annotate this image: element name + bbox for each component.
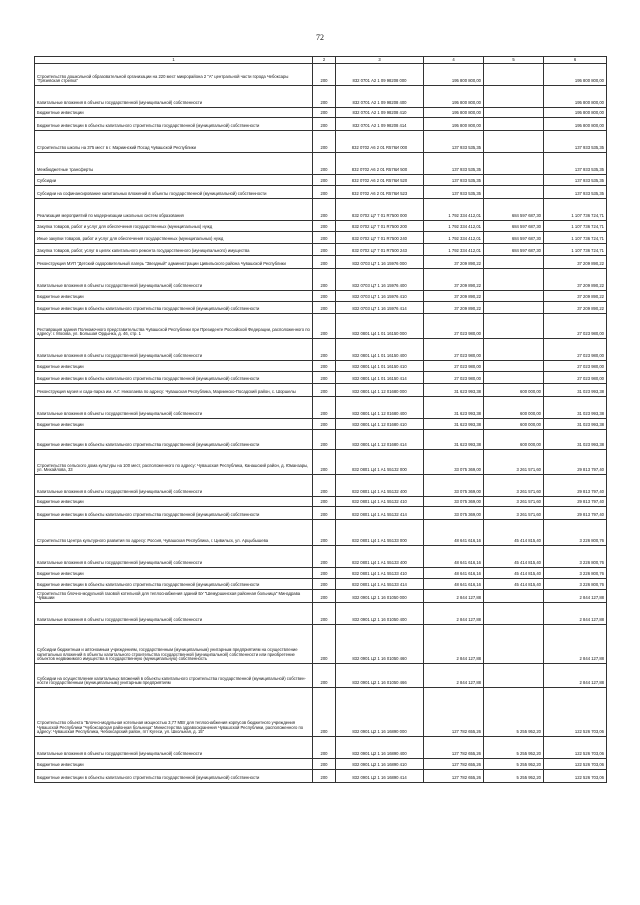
amount-col6: 3 226 800,76 (544, 568, 607, 579)
ministry-code: 200 (313, 302, 336, 314)
ministry-code: 200 (313, 603, 336, 625)
row-name: Капитальные вложения в объекты государственной (муниципальной) собственности (35, 397, 313, 419)
amount-col5: 45 414 815,40 (484, 520, 544, 546)
row-name: Капитальные вложения в объекты государственной (муниципальной) собственности (35, 546, 313, 568)
ministry-code: 200 (313, 131, 336, 153)
budget-classification-code: 832 0701 А2 1 09 98208 414 (336, 118, 424, 131)
amount-col6: 2 844 127,88 (544, 664, 607, 688)
budget-classification-code: 832 0901 Ц2 1 16 01050 460 (336, 625, 424, 664)
ministry-code: 200 (313, 314, 336, 339)
amount-col4: 195 800 800,00 (424, 64, 484, 86)
amount-col6: 2 844 127,88 (544, 625, 607, 664)
budget-classification-code: 832 0801 Ц4 1 А1 55132 410 (336, 497, 424, 507)
amount-col6: 31 023 993,38 (544, 430, 607, 450)
ministry-code: 200 (313, 579, 336, 590)
row-name: Реконструкция музея и сада-парка им. А.Г. Николаева по адресу: Чувашская Республика, Мариинско-Посадский район, с. Шоршелы (35, 384, 313, 397)
table-row (35, 361, 607, 372)
row-name: Субсидии бюджетным и автономным учреждениям, государственным (муниципальным) унитарным предприятиям на осуществление капитальных вложений в объекты капитального строительства государственной (муниципальной) собственности или приобретение объектов недвижимого имущества в государственную (муниципальную) собственность (35, 625, 313, 664)
amount-col5 (484, 153, 544, 175)
amount-col5 (484, 664, 544, 688)
amount-col4: 195 800 800,00 (424, 108, 484, 118)
amount-col4: 137 933 535,35 (424, 153, 484, 175)
amount-col5: 45 414 815,40 (484, 546, 544, 568)
budget-classification-code: 832 0703 Ц7 1 16 15976 000 (336, 256, 424, 269)
amount-col6: 122 526 703,06 (544, 759, 607, 770)
table-row (35, 256, 607, 269)
amount-col5 (484, 175, 544, 186)
row-name: Капитальные вложения в объекты государственной (муниципальной) собственности (35, 737, 313, 759)
amount-col5: 45 414 815,40 (484, 579, 544, 590)
amount-col6: 1 107 736 724,71 (544, 199, 607, 221)
amount-col5 (484, 302, 544, 314)
amount-col5 (484, 603, 544, 625)
amount-col4: 48 641 616,16 (424, 579, 484, 590)
budget-classification-code: 832 0901 Ц2 1 16 16890 400 (336, 737, 424, 759)
row-name: Капитальные вложения в объекты государственной (муниципальной) собственности (35, 475, 313, 497)
table-row (35, 291, 607, 302)
ministry-code: 200 (313, 372, 336, 384)
budget-classification-code: 832 0702 А6 2 01 R576И 500 (336, 153, 424, 175)
budget-classification-code: 832 0801 Ц4 1 12 01680 400 (336, 397, 424, 419)
row-name: Бюджетные инвестиции (35, 759, 313, 770)
amount-col5: 600 000,00 (484, 430, 544, 450)
ministry-code: 200 (313, 153, 336, 175)
header-cell: 6 (544, 57, 607, 64)
amount-col5: 684 597 687,30 (484, 199, 544, 221)
row-name: Бюджетные инвестиции в объекты капитального строительства государственной (муниципальной) собственности (35, 430, 313, 450)
row-name: Бюджетные инвестиции (35, 291, 313, 302)
table-row (35, 131, 607, 153)
header-cell: 2 (313, 57, 336, 64)
row-name: Строительство дошкольной образовательной организации на 220 мест микрорайона 2 "А" центральной части города Чебоксары "Грязевская стрелка" (35, 64, 313, 86)
amount-col4: 2 844 127,88 (424, 590, 484, 603)
table-row (35, 546, 607, 568)
budget-classification-code: 832 0703 Ц7 1 16 15976 414 (336, 302, 424, 314)
ministry-code: 200 (313, 86, 336, 108)
ministry-code: 200 (313, 64, 336, 86)
table-row (35, 232, 607, 244)
amount-col4: 31 623 993,38 (424, 430, 484, 450)
row-name: Строительство объекта "Блочно-модульная котельная мощностью 3,77 МВт для теплоснабжения корпусов бюджетного учреждения Чувашской Республики "Чебоксарская районная больница" Министерства здравоохранения Чувашской Республики, расположенного по адресу: Чувашская Республика, Чебоксарский район, пгт Кугеси, ул. Школьная, д. 15" (35, 688, 313, 737)
table-row (35, 186, 607, 199)
budget-classification-code: 832 0801 Ц4 1 12 01680 410 (336, 419, 424, 430)
amount-col6: 122 526 703,06 (544, 737, 607, 759)
amount-col5 (484, 86, 544, 108)
table-row (35, 770, 607, 783)
amount-col5 (484, 291, 544, 302)
amount-col5 (484, 625, 544, 664)
budget-classification-code: 832 0701 А2 1 09 98208 410 (336, 108, 424, 118)
table-row (35, 450, 607, 475)
amount-col4: 127 782 655,26 (424, 770, 484, 783)
budget-classification-code: 832 0801 Ц4 1 01 16150 400 (336, 339, 424, 361)
table-row (35, 372, 607, 384)
budget-classification-code: 832 0801 Ц4 1 А1 55133 414 (336, 579, 424, 590)
row-name: Межбюджетные трансферты (35, 153, 313, 175)
amount-col6: 31 023 993,38 (544, 384, 607, 397)
amount-col5 (484, 108, 544, 118)
amount-col6: 1 107 736 724,71 (544, 232, 607, 244)
row-name: Реконструкция МУП "Детский оздоровительный лагерь "Звездный" администрации Цивильского района Чувашской Республики (35, 256, 313, 269)
amount-col6: 31 023 993,38 (544, 397, 607, 419)
amount-col6: 195 800 800,00 (544, 108, 607, 118)
ministry-code: 200 (313, 419, 336, 430)
amount-col4: 31 623 993,38 (424, 419, 484, 430)
ministry-code: 200 (313, 244, 336, 256)
table-row (35, 302, 607, 314)
table-row (35, 579, 607, 590)
header-cell: 3 (336, 57, 424, 64)
table-row (35, 759, 607, 770)
budget-table (34, 56, 607, 783)
amount-col6: 137 933 535,35 (544, 175, 607, 186)
amount-col6: 27 023 980,00 (544, 361, 607, 372)
budget-classification-code: 832 0901 Ц2 1 16 16890 410 (336, 759, 424, 770)
budget-classification-code: 832 0702 Ц7 7 01 R7500 000 (336, 199, 424, 221)
table-row (35, 590, 607, 603)
header-cell: 5 (484, 57, 544, 64)
ministry-code: 200 (313, 688, 336, 737)
ministry-code: 200 (313, 546, 336, 568)
amount-col5 (484, 269, 544, 291)
table-row (35, 314, 607, 339)
amount-col6: 29 813 797,40 (544, 497, 607, 507)
table-row (35, 603, 607, 625)
table-row (35, 86, 607, 108)
budget-classification-code: 832 0801 Ц4 1 А1 55133 400 (336, 546, 424, 568)
amount-col4: 2 844 127,88 (424, 664, 484, 688)
row-name: Бюджетные инвестиции (35, 108, 313, 118)
amount-col5: 45 414 815,40 (484, 568, 544, 579)
amount-col6: 1 107 736 724,71 (544, 221, 607, 232)
budget-classification-code: 832 0701 А2 1 09 98208 000 (336, 64, 424, 86)
amount-col5: 684 597 687,30 (484, 221, 544, 232)
amount-col4: 27 023 980,00 (424, 372, 484, 384)
amount-col5: 3 261 571,60 (484, 507, 544, 520)
budget-classification-code: 832 0801 Ц4 1 01 16150 414 (336, 372, 424, 384)
ministry-code: 200 (313, 475, 336, 497)
amount-col4: 1 792 334 412,01 (424, 199, 484, 221)
amount-col6: 122 526 703,06 (544, 770, 607, 783)
amount-col5 (484, 64, 544, 86)
table-row (35, 269, 607, 291)
amount-col6: 37 209 890,22 (544, 256, 607, 269)
budget-classification-code: 832 0702 А6 2 01 R576И 000 (336, 131, 424, 153)
ministry-code: 200 (313, 520, 336, 546)
row-name: Бюджетные инвестиции (35, 497, 313, 507)
row-name: Капитальные вложения в объекты государственной (муниципальной) собственности (35, 603, 313, 625)
table-row (35, 118, 607, 131)
budget-classification-code: 832 0901 Ц2 1 16 16890 414 (336, 770, 424, 783)
row-name: Капитальные вложения в объекты государственной (муниципальной) собственности (35, 269, 313, 291)
amount-col4: 195 800 800,00 (424, 86, 484, 108)
amount-col4: 1 792 334 412,01 (424, 232, 484, 244)
amount-col4: 127 782 655,26 (424, 688, 484, 737)
ministry-code: 200 (313, 199, 336, 221)
amount-col5: 600 000,00 (484, 419, 544, 430)
amount-col5 (484, 372, 544, 384)
amount-col5 (484, 118, 544, 131)
amount-col4: 195 800 800,00 (424, 118, 484, 131)
ministry-code: 200 (313, 397, 336, 419)
row-name: Реализация мероприятий по модернизации школьных систем образования (35, 199, 313, 221)
budget-classification-code: 832 0901 Ц2 1 16 16890 000 (336, 688, 424, 737)
amount-col5: 5 255 952,20 (484, 737, 544, 759)
amount-col4: 27 023 980,00 (424, 314, 484, 339)
table-row (35, 737, 607, 759)
amount-col6: 37 209 890,22 (544, 269, 607, 291)
budget-classification-code: 832 0702 Ц7 7 01 R7500 200 (336, 221, 424, 232)
amount-col6: 27 023 980,00 (544, 314, 607, 339)
table-row (35, 568, 607, 579)
ministry-code: 200 (313, 759, 336, 770)
amount-col4: 31 623 993,38 (424, 384, 484, 397)
budget-classification-code: 832 0801 Ц4 1 01 16150 000 (336, 314, 424, 339)
row-name: Строительство сельского дома культуры на 100 мест, расположенного по адресу: Чувашская Республика, Канашский район, д. Юманзары, ул. Михайлова, 33 (35, 450, 313, 475)
table-row (35, 475, 607, 497)
ministry-code: 200 (313, 568, 336, 579)
amount-col4: 48 641 616,16 (424, 546, 484, 568)
ministry-code: 200 (313, 118, 336, 131)
row-name: Субсидии на софинансирование капитальных вложений в объекты государственной (муниципальной) собственности (35, 186, 313, 199)
amount-col6: 3 226 800,76 (544, 520, 607, 546)
table-row (35, 244, 607, 256)
amount-col4: 1 792 334 412,01 (424, 221, 484, 232)
row-name: Строительство блочно-модульной газовой котельной для теплоснабжения зданий БУ "Шемуршинская районная больница" Минздрава Чувашии (35, 590, 313, 603)
table-row (35, 108, 607, 118)
amount-col6: 195 800 800,00 (544, 86, 607, 108)
ministry-code: 200 (313, 256, 336, 269)
ministry-code: 200 (313, 737, 336, 759)
amount-col4: 37 209 890,22 (424, 302, 484, 314)
amount-col5: 684 597 687,30 (484, 232, 544, 244)
amount-col6: 29 813 797,40 (544, 450, 607, 475)
budget-classification-code: 832 0901 Ц2 1 16 01050 000 (336, 590, 424, 603)
amount-col6: 122 526 703,06 (544, 688, 607, 737)
amount-col6: 29 813 797,40 (544, 475, 607, 497)
budget-classification-code: 832 0801 Ц4 1 12 01680 414 (336, 430, 424, 450)
amount-col4: 127 782 655,26 (424, 759, 484, 770)
budget-classification-code: 832 0701 А2 1 09 98208 400 (336, 86, 424, 108)
amount-col4: 33 075 369,00 (424, 497, 484, 507)
table-row (35, 339, 607, 361)
amount-col6: 31 023 993,38 (544, 419, 607, 430)
amount-col6: 3 226 800,76 (544, 546, 607, 568)
ministry-code: 200 (313, 507, 336, 520)
table-row (35, 664, 607, 688)
amount-col5: 3 261 571,60 (484, 475, 544, 497)
amount-col4: 137 933 535,35 (424, 186, 484, 199)
row-name: Закупка товаров, работ, услуг в целях капитального ремонта государственного (муниципального) имущества (35, 244, 313, 256)
budget-classification-code: 832 0703 Ц7 1 16 15976 410 (336, 291, 424, 302)
ministry-code: 200 (313, 291, 336, 302)
amount-col6: 3 226 800,76 (544, 579, 607, 590)
row-name: Бюджетные инвестиции в объекты капитального строительства государственной (муниципальной) собственности (35, 118, 313, 131)
budget-classification-code: 832 0801 Ц4 1 А1 55132 400 (336, 475, 424, 497)
amount-col4: 137 933 535,35 (424, 131, 484, 153)
amount-col4: 2 844 127,88 (424, 603, 484, 625)
ministry-code: 200 (313, 664, 336, 688)
budget-classification-code: 832 0901 Ц2 1 16 01050 466 (336, 664, 424, 688)
budget-classification-code: 832 0801 Ц4 1 А1 55133 410 (336, 568, 424, 579)
budget-classification-code: 832 0702 Ц7 7 01 R7500 240 (336, 232, 424, 244)
ministry-code: 200 (313, 625, 336, 664)
budget-classification-code: 832 0801 Ц4 1 01 16150 410 (336, 361, 424, 372)
amount-col5: 600 000,00 (484, 397, 544, 419)
amount-col4: 27 023 980,00 (424, 339, 484, 361)
row-name: Реставрация здания Полномочного представительства Чувашской Республики при Президенте Российской Федерации, расположенного по адресу: г. Москва, ул. Большая Ордынка, д. 46, стр. 1 (35, 314, 313, 339)
row-name: Строительство Центра культурного развития по адресу: Россия, Чувашская Республика, г. Цивильск, ул. Арцыбышева (35, 520, 313, 546)
table-header-row (35, 57, 607, 64)
amount-col5: 600 000,00 (484, 384, 544, 397)
budget-classification-code: 832 0801 Ц4 1 12 01680 000 (336, 384, 424, 397)
ministry-code: 200 (313, 430, 336, 450)
amount-col4: 37 209 890,22 (424, 269, 484, 291)
amount-col4: 48 641 616,16 (424, 568, 484, 579)
amount-col5 (484, 339, 544, 361)
budget-classification-code: 832 0702 А6 2 01 R576И 523 (336, 186, 424, 199)
row-name: Иные закупки товаров, работ и услуг для обеспечения государственных (муниципальных) нужд (35, 232, 313, 244)
row-name: Субсидии на осуществление капитальных вложений в объекты капитального строительства государственной (муниципальной) собствен-ности государственным (муниципальным) унитарным предприятиям (35, 664, 313, 688)
amount-col5 (484, 131, 544, 153)
amount-col4: 33 075 369,00 (424, 475, 484, 497)
amount-col6: 195 800 800,00 (544, 64, 607, 86)
ministry-code: 200 (313, 232, 336, 244)
amount-col5 (484, 314, 544, 339)
amount-col6: 1 107 736 724,71 (544, 244, 607, 256)
amount-col4: 37 209 890,22 (424, 291, 484, 302)
row-name: Капитальные вложения в объекты государственной (муниципальной) собственности (35, 86, 313, 108)
table-row (35, 221, 607, 232)
page-number: 72 (316, 33, 324, 42)
table-row (35, 175, 607, 186)
table-row (35, 430, 607, 450)
ministry-code: 200 (313, 339, 336, 361)
budget-classification-code: 832 0801 Ц4 1 А1 55133 000 (336, 520, 424, 546)
table-row (35, 64, 607, 86)
amount-col5: 3 261 571,60 (484, 450, 544, 475)
amount-col4: 31 623 993,38 (424, 397, 484, 419)
row-name: Бюджетные инвестиции (35, 361, 313, 372)
amount-col6: 137 933 535,35 (544, 153, 607, 175)
amount-col5 (484, 256, 544, 269)
amount-col4: 27 023 980,00 (424, 361, 484, 372)
amount-col4: 1 792 334 412,01 (424, 244, 484, 256)
amount-col4: 37 209 890,22 (424, 256, 484, 269)
amount-col6: 29 813 797,40 (544, 507, 607, 520)
row-name: Капитальные вложения в объекты государственной (муниципальной) собственности (35, 339, 313, 361)
amount-col5 (484, 590, 544, 603)
budget-classification-code: 832 0801 Ц4 1 А1 55132 414 (336, 507, 424, 520)
row-name: Бюджетные инвестиции (35, 568, 313, 579)
amount-col5: 3 261 571,60 (484, 497, 544, 507)
row-name: Субсидии (35, 175, 313, 186)
row-name: Бюджетные инвестиции в объекты капитального строительства государственной (муниципальной) собственности (35, 770, 313, 783)
amount-col4: 137 933 535,35 (424, 175, 484, 186)
ministry-code: 200 (313, 361, 336, 372)
amount-col6: 2 844 127,88 (544, 590, 607, 603)
ministry-code: 200 (313, 108, 336, 118)
budget-classification-code: 832 0702 Ц7 7 01 R7500 243 (336, 244, 424, 256)
budget-classification-code: 832 0703 Ц7 1 16 15976 400 (336, 269, 424, 291)
table-row (35, 520, 607, 546)
ministry-code: 200 (313, 770, 336, 783)
ministry-code: 200 (313, 175, 336, 186)
ministry-code: 200 (313, 590, 336, 603)
amount-col6: 2 844 127,88 (544, 603, 607, 625)
table-row (35, 384, 607, 397)
amount-col4: 2 844 127,88 (424, 625, 484, 664)
amount-col4: 127 782 655,26 (424, 737, 484, 759)
table-row (35, 153, 607, 175)
table-row (35, 625, 607, 664)
table-row (35, 199, 607, 221)
header-cell: 1 (35, 57, 313, 64)
amount-col5: 5 255 952,20 (484, 759, 544, 770)
amount-col6: 37 209 890,22 (544, 291, 607, 302)
ministry-code: 200 (313, 221, 336, 232)
row-name: Бюджетные инвестиции (35, 419, 313, 430)
row-name: Бюджетные инвестиции в объекты капитального строительства государственной (муниципальной) собственности (35, 372, 313, 384)
row-name: Строительство школы на 375 мест в г. Мариинский Посад Чувашской Республики (35, 131, 313, 153)
budget-classification-code: 832 0901 Ц2 1 16 01050 400 (336, 603, 424, 625)
amount-col6: 27 023 980,00 (544, 339, 607, 361)
table-row (35, 688, 607, 737)
ministry-code: 200 (313, 384, 336, 397)
amount-col4: 33 075 369,00 (424, 450, 484, 475)
amount-col6: 137 933 535,35 (544, 131, 607, 153)
header-cell: 4 (424, 57, 484, 64)
budget-classification-code: 832 0702 А6 2 01 R576И 520 (336, 175, 424, 186)
ministry-code: 200 (313, 186, 336, 199)
amount-col5 (484, 361, 544, 372)
table-row (35, 397, 607, 419)
row-name: Бюджетные инвестиции в объекты капитального строительства государственной (муниципальной) собственности (35, 507, 313, 520)
table-row (35, 507, 607, 520)
amount-col6: 137 933 535,35 (544, 186, 607, 199)
amount-col5 (484, 186, 544, 199)
row-name: Закупка товаров, работ и услуг для обеспечения государственных (муниципальных) нужд (35, 221, 313, 232)
table-row (35, 497, 607, 507)
table-row (35, 419, 607, 430)
amount-col6: 37 209 890,22 (544, 302, 607, 314)
ministry-code: 200 (313, 497, 336, 507)
amount-col5: 5 255 952,20 (484, 770, 544, 783)
amount-col6: 195 800 800,00 (544, 118, 607, 131)
ministry-code: 200 (313, 450, 336, 475)
ministry-code: 200 (313, 269, 336, 291)
amount-col5: 5 255 952,20 (484, 688, 544, 737)
amount-col4: 48 641 616,16 (424, 520, 484, 546)
amount-col5: 684 597 687,30 (484, 244, 544, 256)
budget-classification-code: 832 0801 Ц4 1 А1 55132 000 (336, 450, 424, 475)
row-name: Бюджетные инвестиции в объекты капитального строительства государственной (муниципальной) собственности (35, 302, 313, 314)
amount-col4: 33 075 369,00 (424, 507, 484, 520)
row-name: Бюджетные инвестиции в объекты капитального строительства государственной (муниципальной) собственности (35, 579, 313, 590)
amount-col6: 27 023 980,00 (544, 372, 607, 384)
